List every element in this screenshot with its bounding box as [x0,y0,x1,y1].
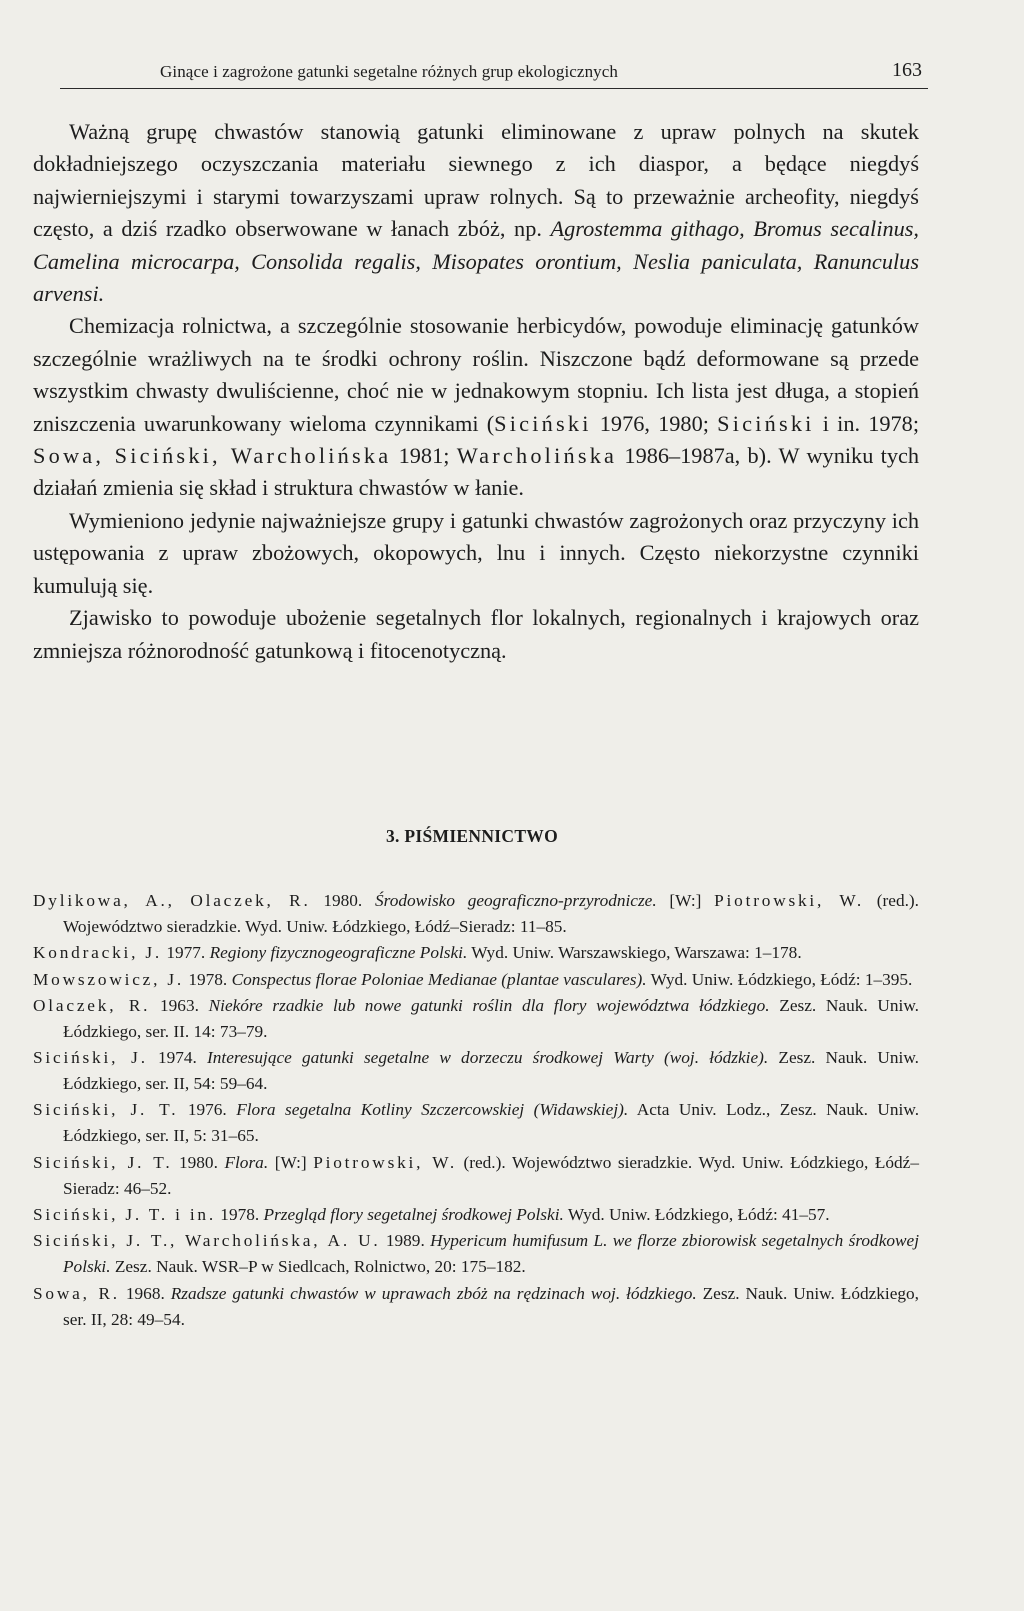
reference-source: Zesz. Nauk. Uniw. Łódzkiego, ser. II. 14: 73–79. [63,995,919,1041]
reference-author: Dylikowa, A., Olaczek, R. [33,891,311,910]
body-text [33,116,919,667]
running-title: Ginące i zagrożone gatunki segetalne różnych grup ekologicznych [160,62,619,81]
reference-year: 1980. [310,891,375,910]
reference-title: Regiony fizycznogeograficzne Polski. [209,943,468,963]
reference-entry [33,1202,919,1228]
reference-title: Przegląd flory segetalnej środkowej Polski. [263,1205,564,1225]
author-name: Sowa, Siciński, Warcholińska [33,443,392,469]
reference-title: Hypericum humifusum L. we florze zbiorowisk segetalnych środkowej Polski. [63,1231,920,1277]
reference-source-cont: (red.). Województwo sieradzkie. Wyd. Uniw. Łódzkiego, Łódź–Sieradz: 11–85. [63,891,919,936]
reference-author: Siciński, J. T., Warcholińska, A. U. [33,1231,381,1251]
paragraph-3: Wymieniono jedynie najważniejsze grupy i gatunki chwastów zagrożonych oraz przyczyny ich ustępowania z upraw zbożowych, okopowych, lnu i innych. Często niekorzystne czynniki kumulują się. [33,507,919,598]
reference-source: Wyd. Uniw. Łódzkiego, Łódź: 41–57. [563,1205,830,1225]
reference-editor: Piotrowski, W. [714,891,865,910]
reference-source: Wyd. Uniw. Łódzkiego, Łódź: 1–395. [646,969,913,989]
paragraph-4: Zjawisko to powoduje ubożenie segetalnych flor lokalnych, regionalnych i krajowych oraz zmniejsza różnorodność gatunkową i fitocenotyczną. [33,605,919,663]
reference-title: Flora. [224,1152,269,1172]
page-number: 163 [892,59,922,81]
reference-year: 1978. [215,1205,264,1225]
reference-year: 1977. [162,943,210,963]
reference-source: [W:] [268,1152,314,1172]
reference-author: Kondracki, J. [33,943,163,963]
reference-entry [33,993,919,1045]
reference-author: Siciński, J. T. [33,1100,179,1120]
reference-list [33,888,919,1333]
paragraph-1: Ważną grupę chwastów stanowią gatunki eliminowane z upraw polnych na skutek dokładniejszego oczyszczania materiału siewnego z ich diaspor, a będące niegdyś najwierniejszymi i starymi towarzyszami upraw rolnych. Są to przeważnie archeofity, niegdyś często, a dziś rzadko obserwowane w łanach zbóż, np. Agrostemma githago, Bromus secalinus, Camelina microcarpa, Consolida regalis, Misopates orontium, Neslia paniculata, Ranunculus arvensi. [33,119,919,307]
section-title: 3. PIŚMIENNICTWO [385,826,559,846]
reference-entry [33,967,919,993]
author-name: Siciński [494,410,592,436]
reference-source: Zesz. Nauk. Uniw. Łódzkiego, ser. II, 28: 49–54. [63,1283,920,1329]
reference-title: Niekóre rzadkie lub nowe gatunki roślin dla flory województwa łódzkiego. [208,995,770,1015]
reference-title: Rzadsze gatunki chwastów w uprawach zbóż na rędzinach woj. łódzkiego. [170,1283,697,1303]
reference-title: Conspectus florae Poloniae Medianae (plantae vasculares). [231,969,647,989]
reference-source-cont: (red.). Województwo sieradzkie. Wyd. Uniw. Łódzkiego, Łódź–Sieradz: 46–52. [63,1152,919,1198]
author-name: Siciński [717,410,815,436]
reference-entry [33,1045,919,1097]
author-name: Warcholińska [456,443,618,469]
reference-entry [33,1150,919,1202]
reference-entry [33,888,919,940]
reference-source: Wyd. Uniw. Warszawskiego, Warszawa: 1–178. [467,943,802,963]
reference-editor: Piotrowski, W. [313,1152,457,1172]
reference-year: 1974. [147,1048,208,1068]
reference-author: Mowszowicz, J. [33,969,185,989]
reference-year: 1968. [119,1283,171,1303]
page-header [60,54,928,89]
reference-year: 1976. [178,1100,237,1120]
reference-source: Zesz. Nauk. WSR–P w Siedlcach, Rolnictwo, 20: 175–182. [110,1257,526,1277]
reference-title: Flora segetalna Kotliny Szczercowskiej (Widawskiej). [236,1100,629,1120]
reference-year: 1978. [184,969,232,989]
reference-source: Zesz. Nauk. Uniw. Łódzkiego, ser. II, 54: 59–64. [63,1048,919,1094]
reference-entry [33,1281,919,1333]
reference-title: Środowisko geograficzno-przyrodnicze. [374,891,657,910]
reference-author: Olaczek, R. [33,995,151,1015]
reference-entry [33,940,919,966]
reference-author: Sowa, R. [33,1283,120,1303]
reference-title: Interesujące gatunki segetalne w dorzeczu środkowej Warty (woj. łódzkie). [207,1048,769,1068]
paragraph-2: Chemizacja rolnictwa, a szczególnie stosowanie herbicydów, powoduje eliminację gatunków szczególnie wrażliwych na te środki ochrony roślin. Niszczone bądź deformowane są przede wszystkim chwasty dwuliścienne, choć nie w jednakowym stopniu. Ich lista jest długa, a stopień zniszczenia uwarunkowany wieloma czynnikami (Siciński 1976, 1980; Siciński i in. 1978; Sowa, Siciński, Warcholińska 1981; Warcholińska 1986–1987a, b). W wyniku tych działań zmienia się skład i struktura chwastów w łanie. [33,313,920,501]
reference-source: Acta Univ. Lodz., Zesz. Nauk. Uniw. Łódzkiego, ser. II, 5: 31–65. [63,1100,920,1146]
reference-year: 1963. [150,995,209,1015]
species-list: Agrostemma githago, Bromus secalinus, Camelina microcarpa, Consolida regalis, Misopates orontium, Neslia paniculata, Ranunculus arvensi. [33,216,919,307]
reference-entry [33,1097,919,1149]
reference-author: Siciński, J. [33,1048,148,1068]
reference-source: [W:] [656,891,715,910]
reference-entry [33,1228,919,1280]
reference-year: 1989. [380,1231,431,1251]
reference-author: Siciński, J. T. [33,1152,173,1172]
reference-year: 1980. [172,1152,225,1172]
reference-author: Siciński, J. T. i in. [33,1205,216,1225]
